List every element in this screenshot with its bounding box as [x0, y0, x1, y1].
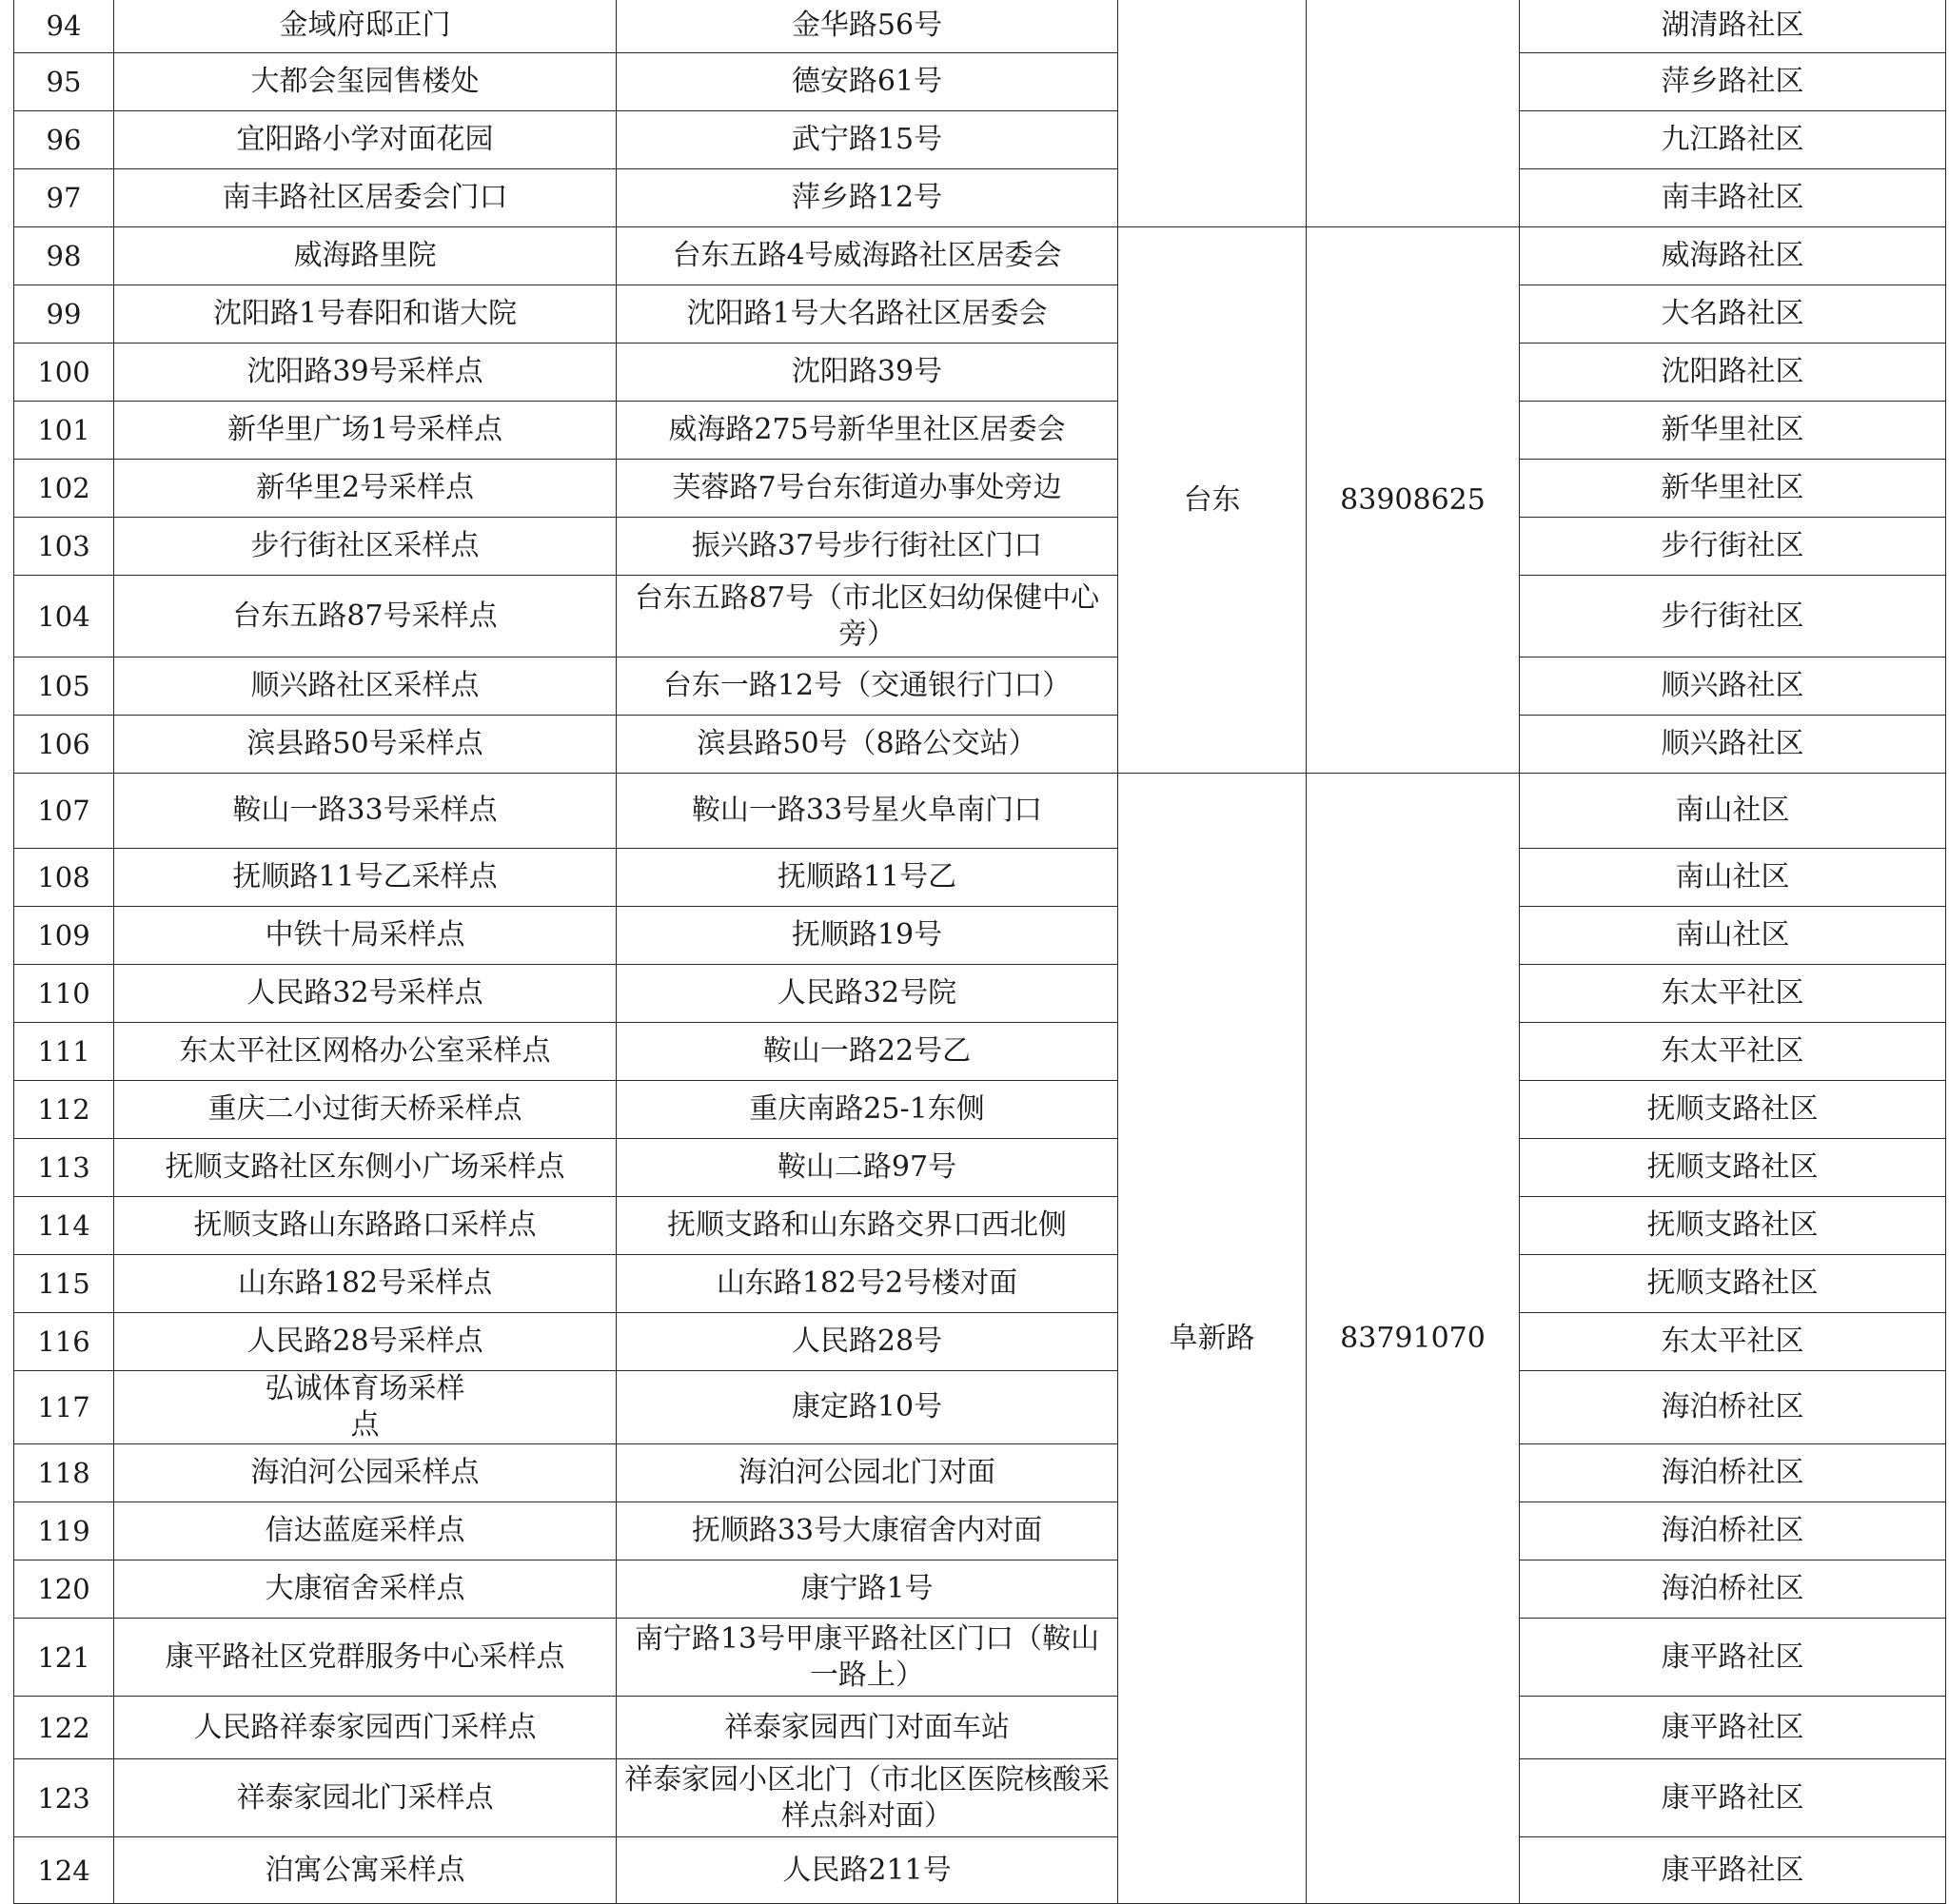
site-address: 人民路211号 — [617, 1837, 1118, 1904]
table-row — [14, 1502, 1946, 1560]
row-number: 118 — [14, 1444, 114, 1502]
site-name: 抚顺路11号乙采样点 — [114, 849, 617, 907]
row-number: 106 — [14, 716, 114, 774]
community-name: 沈阳路社区 — [1520, 344, 1946, 402]
table-row — [14, 402, 1946, 460]
site-address: 抚顺路11号乙 — [617, 849, 1118, 907]
site-name: 泊寓公寓采样点 — [114, 1837, 617, 1904]
row-number: 112 — [14, 1081, 114, 1139]
row-number: 94 — [14, 0, 114, 53]
row-number: 111 — [14, 1023, 114, 1081]
site-address: 沈阳路1号大名路社区居委会 — [617, 285, 1118, 344]
community-name: 南山社区 — [1520, 849, 1946, 907]
site-name: 大都会玺园售楼处 — [114, 53, 617, 111]
community-name: 海泊桥社区 — [1520, 1444, 1946, 1502]
site-address: 台东五路87号（市北区妇幼保健中心旁） — [617, 576, 1118, 658]
community-name: 步行街社区 — [1520, 518, 1946, 576]
community-name: 新华里社区 — [1520, 460, 1946, 518]
table-row — [14, 1697, 1946, 1759]
table-row — [14, 1560, 1946, 1619]
table-row — [14, 518, 1946, 576]
row-number: 115 — [14, 1255, 114, 1313]
site-address: 德安路61号 — [617, 53, 1118, 111]
site-address: 威海路275号新华里社区居委会 — [617, 402, 1118, 460]
row-number: 104 — [14, 576, 114, 658]
row-number: 120 — [14, 1560, 114, 1619]
site-address: 芙蓉路7号台东街道办事处旁边 — [617, 460, 1118, 518]
street-area: 阜新路 — [1118, 774, 1307, 1904]
community-name: 顺兴路社区 — [1520, 716, 1946, 774]
site-address: 台东一路12号（交通银行门口） — [617, 658, 1118, 716]
table-row — [14, 111, 1946, 169]
site-address: 金华路56号 — [617, 0, 1118, 53]
community-name: 南山社区 — [1520, 907, 1946, 965]
community-name: 海泊桥社区 — [1520, 1502, 1946, 1560]
site-address: 南宁路13号甲康平路社区门口（鞍山一路上） — [617, 1619, 1118, 1697]
row-number: 107 — [14, 774, 114, 849]
row-number: 105 — [14, 658, 114, 716]
row-number: 99 — [14, 285, 114, 344]
community-name: 抚顺支路社区 — [1520, 1081, 1946, 1139]
site-address: 康宁路1号 — [617, 1560, 1118, 1619]
table-row — [14, 169, 1946, 227]
site-address: 山东路182号2号楼对面 — [617, 1255, 1118, 1313]
row-number: 116 — [14, 1313, 114, 1371]
table-row — [14, 0, 1946, 53]
row-number: 97 — [14, 169, 114, 227]
community-name: 步行街社区 — [1520, 576, 1946, 658]
row-number: 100 — [14, 344, 114, 402]
site-address: 人民路28号 — [617, 1313, 1118, 1371]
table-row — [14, 907, 1946, 965]
street-area: 台东 — [1118, 227, 1307, 774]
site-name: 新华里2号采样点 — [114, 460, 617, 518]
site-address: 人民路32号院 — [617, 965, 1118, 1023]
community-name: 南山社区 — [1520, 774, 1946, 849]
site-address: 抚顺路33号大康宿舍内对面 — [617, 1502, 1118, 1560]
site-name: 沈阳路1号春阳和谐大院 — [114, 285, 617, 344]
table-row — [14, 849, 1946, 907]
row-number: 95 — [14, 53, 114, 111]
table-row — [14, 1313, 1946, 1371]
contact-phone: 83791070 — [1307, 774, 1520, 1904]
site-name: 人民路32号采样点 — [114, 965, 617, 1023]
site-name: 威海路里院 — [114, 227, 617, 285]
row-number: 121 — [14, 1619, 114, 1697]
site-address: 祥泰家园小区北门（市北区医院核酸采样点斜对面） — [617, 1759, 1118, 1837]
site-name: 滨县路50号采样点 — [114, 716, 617, 774]
site-name: 顺兴路社区采样点 — [114, 658, 617, 716]
row-number: 102 — [14, 460, 114, 518]
community-name: 东太平社区 — [1520, 965, 1946, 1023]
site-name: 祥泰家园北门采样点 — [114, 1759, 617, 1837]
row-number: 113 — [14, 1139, 114, 1197]
row-number: 119 — [14, 1502, 114, 1560]
community-name: 东太平社区 — [1520, 1023, 1946, 1081]
site-address: 振兴路37号步行街社区门口 — [617, 518, 1118, 576]
site-name: 海泊河公园采样点 — [114, 1444, 617, 1502]
table-row — [14, 1081, 1946, 1139]
site-address: 鞍山一路22号乙 — [617, 1023, 1118, 1081]
community-name: 抚顺支路社区 — [1520, 1255, 1946, 1313]
row-number: 123 — [14, 1759, 114, 1837]
table-row — [14, 716, 1946, 774]
table-row — [14, 1139, 1946, 1197]
site-name: 步行街社区采样点 — [114, 518, 617, 576]
table-row — [14, 1371, 1946, 1444]
row-number: 109 — [14, 907, 114, 965]
community-name: 康平路社区 — [1520, 1759, 1946, 1837]
site-address: 鞍山一路33号星火阜南门口 — [617, 774, 1118, 849]
table-row — [14, 576, 1946, 658]
table-row — [14, 227, 1946, 285]
site-name: 弘诚体育场采样点 — [114, 1371, 617, 1444]
table-row — [14, 1759, 1946, 1837]
row-number: 98 — [14, 227, 114, 285]
site-address: 抚顺路19号 — [617, 907, 1118, 965]
row-number: 103 — [14, 518, 114, 576]
site-address: 重庆南路25-1东侧 — [617, 1081, 1118, 1139]
row-number: 96 — [14, 111, 114, 169]
table-row — [14, 53, 1946, 111]
site-name: 人民路28号采样点 — [114, 1313, 617, 1371]
table-row — [14, 1837, 1946, 1904]
community-name: 萍乡路社区 — [1520, 53, 1946, 111]
row-number: 124 — [14, 1837, 114, 1904]
site-address: 武宁路15号 — [617, 111, 1118, 169]
community-name: 湖清路社区 — [1520, 0, 1946, 53]
table-row — [14, 1197, 1946, 1255]
site-address: 台东五路4号威海路社区居委会 — [617, 227, 1118, 285]
community-name: 抚顺支路社区 — [1520, 1139, 1946, 1197]
community-name: 海泊桥社区 — [1520, 1560, 1946, 1619]
site-name: 人民路祥泰家园西门采样点 — [114, 1697, 617, 1759]
community-name: 东太平社区 — [1520, 1313, 1946, 1371]
table-row — [14, 1619, 1946, 1697]
site-name: 抚顺支路山东路路口采样点 — [114, 1197, 617, 1255]
table-row — [14, 344, 1946, 402]
row-number: 114 — [14, 1197, 114, 1255]
table-row — [14, 658, 1946, 716]
community-name: 康平路社区 — [1520, 1697, 1946, 1759]
contact-phone — [1307, 0, 1520, 227]
site-name: 沈阳路39号采样点 — [114, 344, 617, 402]
site-name: 南丰路社区居委会门口 — [114, 169, 617, 227]
table-row — [14, 285, 1946, 344]
site-name: 台东五路87号采样点 — [114, 576, 617, 658]
community-name: 南丰路社区 — [1520, 169, 1946, 227]
row-number: 117 — [14, 1371, 114, 1444]
site-address: 沈阳路39号 — [617, 344, 1118, 402]
street-area — [1118, 0, 1307, 227]
community-name: 顺兴路社区 — [1520, 658, 1946, 716]
table-row — [14, 965, 1946, 1023]
table-row — [14, 460, 1946, 518]
site-name: 新华里广场1号采样点 — [114, 402, 617, 460]
site-name: 中铁十局采样点 — [114, 907, 617, 965]
site-name: 山东路182号采样点 — [114, 1255, 617, 1313]
table-row — [14, 1023, 1946, 1081]
site-name: 鞍山一路33号采样点 — [114, 774, 617, 849]
site-address: 抚顺支路和山东路交界口西北侧 — [617, 1197, 1118, 1255]
site-name: 金域府邸正门 — [114, 0, 617, 53]
row-number: 110 — [14, 965, 114, 1023]
table-row — [14, 1444, 1946, 1502]
community-name: 威海路社区 — [1520, 227, 1946, 285]
site-name: 信达蓝庭采样点 — [114, 1502, 617, 1560]
site-name: 康平路社区党群服务中心采样点 — [114, 1619, 617, 1697]
community-name: 康平路社区 — [1520, 1619, 1946, 1697]
site-address: 萍乡路12号 — [617, 169, 1118, 227]
site-address: 滨县路50号（8路公交站） — [617, 716, 1118, 774]
community-name: 海泊桥社区 — [1520, 1371, 1946, 1444]
site-name: 东太平社区网格办公室采样点 — [114, 1023, 617, 1081]
row-number: 108 — [14, 849, 114, 907]
row-number: 101 — [14, 402, 114, 460]
table-row — [14, 1255, 1946, 1313]
sampling-sites-table — [13, 0, 1946, 1904]
community-name: 康平路社区 — [1520, 1837, 1946, 1904]
site-name: 抚顺支路社区东侧小广场采样点 — [114, 1139, 617, 1197]
community-name: 新华里社区 — [1520, 402, 1946, 460]
site-address: 海泊河公园北门对面 — [617, 1444, 1118, 1502]
site-address: 鞍山二路97号 — [617, 1139, 1118, 1197]
site-name: 重庆二小过街天桥采样点 — [114, 1081, 617, 1139]
table-row — [14, 774, 1946, 849]
site-address: 祥泰家园西门对面车站 — [617, 1697, 1118, 1759]
site-address: 康定路10号 — [617, 1371, 1118, 1444]
contact-phone: 83908625 — [1307, 227, 1520, 774]
site-name: 大康宿舍采样点 — [114, 1560, 617, 1619]
community-name: 抚顺支路社区 — [1520, 1197, 1946, 1255]
community-name: 大名路社区 — [1520, 285, 1946, 344]
row-number: 122 — [14, 1697, 114, 1759]
site-name: 宜阳路小学对面花园 — [114, 111, 617, 169]
community-name: 九江路社区 — [1520, 111, 1946, 169]
